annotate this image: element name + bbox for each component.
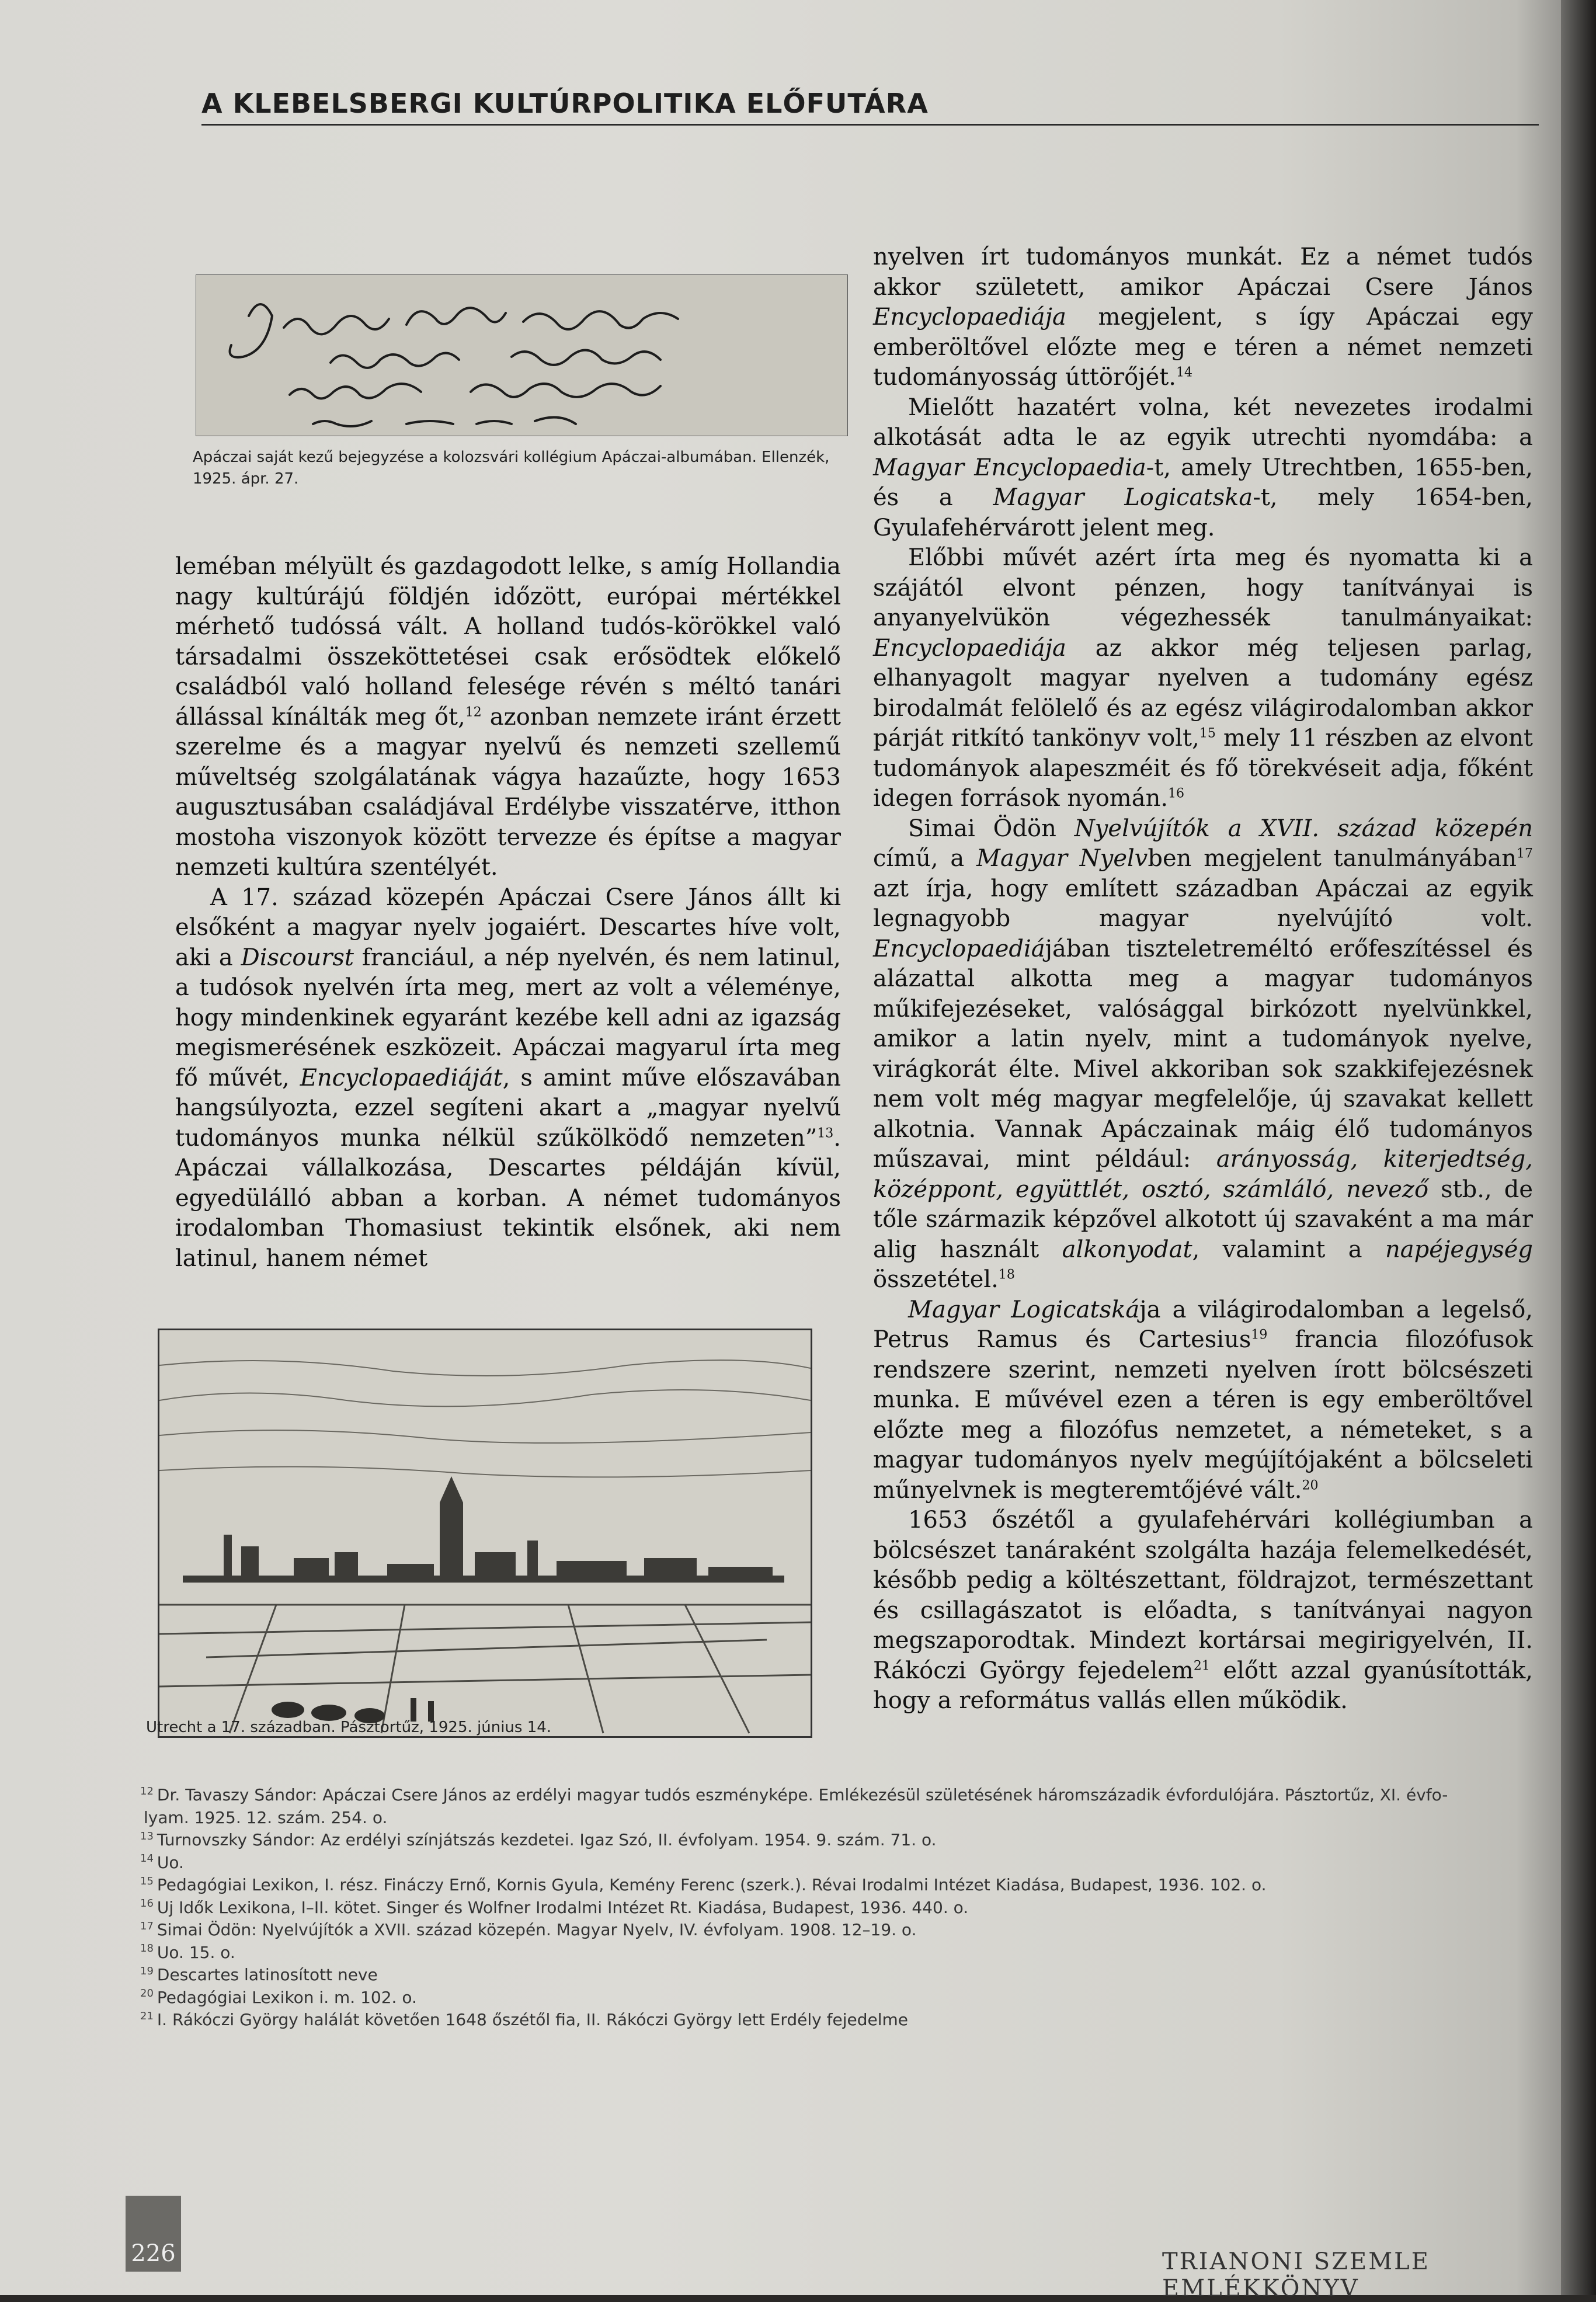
footnote: $^{20}$ Pedagógiai Lexikon i. m. 102. o.	[140, 1987, 417, 2007]
utrecht-engraving	[158, 1329, 812, 1738]
footnote: $^{18}$ Uo. 15. o.	[140, 1942, 235, 1962]
page-number: 226	[126, 2196, 181, 2272]
paragraph: Simai Ödön Nyelvújítók a XVII. század közepén című, a Magyar Nyelvben megjelent tanulmányában$^{17}$ azt írja, hogy említett században Apáczai az egyik legnagyobb magyar nyelvújító volt. Encyclopaediájában tiszteletreméltó erőfeszítéssel és alázattal alkotta meg a magyar tudományos műkifejezéseket, valósággal birkózott nyelvünkkel, amikor a latin nyelv, mint a tudományok nyelve, virágkorát élte. Mivel akkoriban sok szakkifejezésnek nem volt még magyar megfelelője, új szavakat kellett alkotnia. Vannak Apáczainak máig élő tudományos műszavai, mint például: arányosság, kiterjedtség, középpont, együttlét, osztó, számláló, nevező stb., de tőle származik képzővel alkotott új szavaként a ma már alig használt alkonyodat, valamint a napéjegység összetétel.$^{18}$	[873, 815, 1533, 1293]
paragraph: 1653 őszétől a gyulafehérvári kollégiumban a bölcsészet tanáraként szolgálta hazája felemelkedését, később pedig a költészettant, földrajzot, természettant és csillagászatot is előadta, s tanítványai nagyon megszaporodtak. Mindezt kortársai megirigyelvén, II. Rákóczi György fejedelem$^{21}$ előtt azzal gyanúsították, hogy a református vallás ellen működik.	[873, 1507, 1533, 1714]
paragraph: A 17. század közepén Apáczai Csere János állt ki elsőként a magyar nyelv jogaiért. Descartes híve volt, aki a Discourst franciául, a nép nyelvén, és nem latinul, a tudósok nyelvén írta meg, mert az volt a véleménye, hogy mindenkinek egyaránt kezébe kell adni az igazság megismerésének eszközeit. Apáczai magyarul írta meg fő művét, Encyclopaediáját, s amint műve előszavában hangsúlyozta, ezzel segíteni akart a „magyar nyelvű tudományos munka nélkül szűkölködő nemzeten”$^{13}$. Apáczai vállalkozása, Descartes példáján kívül, egyedülálló abban a korban. A német tudományos irodalomban Thomasiust tekintik elsőnek, aki nem latinul, hanem német	[175, 884, 841, 1272]
utrecht-illustration	[159, 1330, 811, 1736]
paragraph: nyelven írt tudományos munkát. Ez a német tudós akkor született, amikor Apáczai Csere János Encyclopaediája megjelent, s így Apáczai egy emberöltővel előzte meg e téren a német nemzeti tudományosság úttörőjét.$^{14}$	[873, 244, 1533, 391]
footnote: $^{15}$ Pedagógiai Lexikon, I. rész. Fináczy Ernő, Kornis Gyula, Kemény Ferenc (szerk.). Révai Irodalmi Intézet Kiadása, Budapest, 1936. 102. o.	[140, 1875, 1267, 1894]
figure2-caption: Utrecht a 17. században. Pásztortűz, 1925. június 14.	[146, 1719, 552, 1736]
page-edge	[1561, 0, 1596, 2295]
handwriting-illustration	[196, 275, 847, 436]
paragraph: leméban mélyült és gazdagodott lelke, s amíg Hollandia nagy kultúrájú földjén időzött, európai mértékkel mérhető tudóssá vált. A holland tudós-körökkel való társadalmi összeköttetései csak erősödtek előkelő családból való holland felesége révén s méltó tanári állással kínálták meg őt,$^{12}$ azonban nemzete iránt érzett szerelme és a magyar nyelvű és nemzeti szellemű műveltség szolgálatának vágya hazaűzte, hogy 1653 augusztusában családjával Erdélybe visszatérve, itthon mostoha viszonyok között tervezze és építse a magyar nemzeti kultúra szentélyét.	[175, 553, 841, 881]
footnote: lyam. 1925. 12. szám. 254. o.	[144, 1807, 388, 1827]
footnote: $^{12}$ Dr. Tavaszy Sándor: Apáczai Csere János az erdélyi magyar tudós eszményképe. Emlékezésül születésének háromszázadik évfordulójára. Pásztortűz, XI. évfo-	[140, 1785, 1448, 1804]
paragraph: Magyar Logicatskája a világirodalomban a legelső, Petrus Ramus és Cartesius$^{19}$ francia filozófusok rendszere szerint, nemzeti nyelven írott bölcsészeti munka. E művével ezen a téren is egy emberöltővel előzte meg a filozófus nemzetet, a németeket, s a magyar tudományos nyelv megújítójaként a bölcseleti műnyelvnek is megteremtőjévé vált.$^{20}$	[873, 1296, 1533, 1504]
paragraph: Mielőtt hazatért volna, két nevezetes irodalmi alkotását adta le az egyik utrechti nyomdába: a Magyar Encyclopaedia-t, amely Utrechtben, 1655-ben, és a Magyar Logicatska-t, mely 1654-ben, Gyulafehérvárott jelent meg.	[873, 394, 1533, 541]
footnote: $^{21}$ I. Rákóczi György halálát követően 1648 őszétől fia, II. Rákóczi György lett Erdély fejedelme	[140, 2009, 909, 2029]
footnote: $^{19}$ Descartes latinosított neve	[140, 1964, 378, 1984]
right-column	[873, 242, 1533, 1716]
figure1-caption: Apáczai saját kezű bejegyzése a kolozsvári kollégium Apáczai-albumában. Ellenzék, 1925. ápr. 27.	[193, 448, 830, 488]
running-header: A KLEBELSBERGI KULTÚRPOLITIKA ELŐFUTÁRA	[201, 88, 929, 119]
running-footer: TRIANONI SZEMLE EMLÉKKÖNYV	[1162, 2248, 1430, 2302]
paragraph: Előbbi művét azért írta meg és nyomatta ki a szájától elvont pénzen, hogy tanítványai is anyanyelvükön végezhessék tanulmányaikat: Encyclopaediája az akkor még teljesen parlag, elhanyagolt magyar nyelven a tudomány egész birodalmát felölelő és az egész világirodalomban akkor párját ritkító tankönyv volt,$^{15}$ mely 11 részben az elvont tudományok alapeszméit és fő törekvéseit adja, főként idegen források nyomán.$^{16}$	[873, 544, 1533, 812]
footnote: $^{17}$ Simai Ödön: Nyelvújítók a XVII. század közepén. Magyar Nyelv, IV. évfolyam. 1908. 12–19. o.	[140, 1920, 917, 1939]
footnote: $^{16}$ Uj Idők Lexikona, I–II. kötet. Singer és Wolfner Irodalmi Intézet Rt. Kiadása, Budapest, 1936. 440. o.	[140, 1897, 969, 1917]
left-column	[175, 552, 841, 1274]
footnote: $^{13}$ Turnovszky Sándor: Az erdélyi színjátszás kezdetei. Igaz Szó, II. évfolyam. 1954. 9. szám. 71. o.	[140, 1830, 937, 1849]
header-rule	[201, 124, 1539, 126]
footnotes	[140, 1784, 1507, 2032]
handwriting-figure	[196, 274, 848, 436]
footnote: $^{14}$ Uo.	[140, 1852, 184, 1872]
